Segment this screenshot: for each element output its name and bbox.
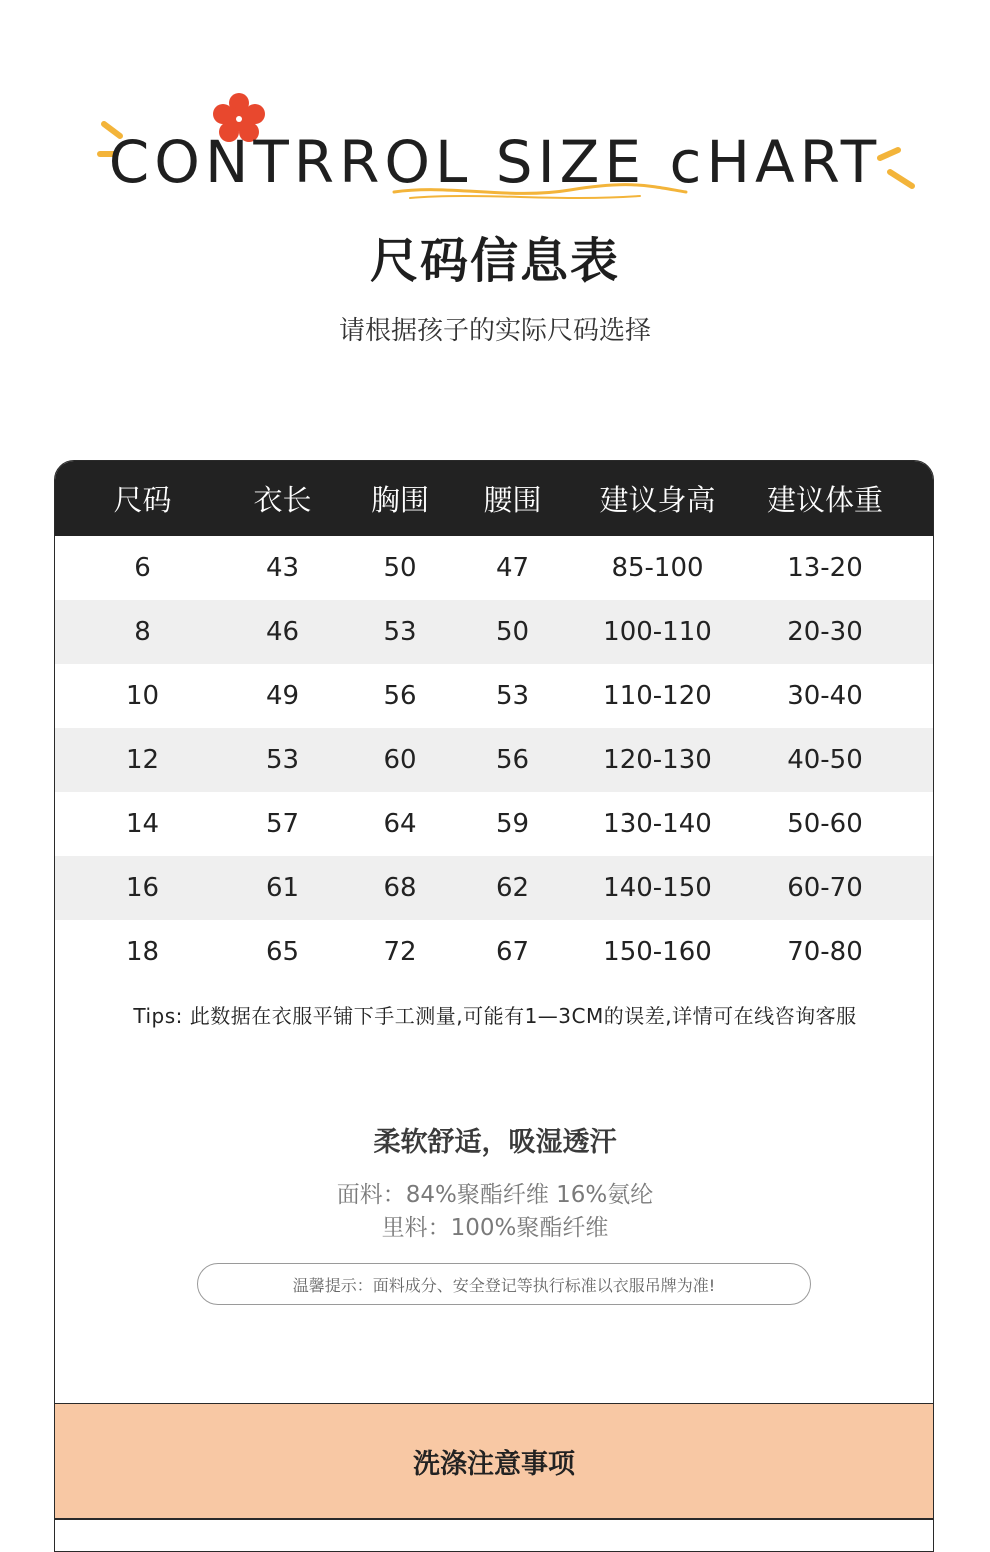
table-cell: 61 <box>265 873 300 903</box>
table-cell: 16 <box>125 873 160 903</box>
table-cell: 60 <box>383 745 417 775</box>
table-cell: 72 <box>383 937 417 967</box>
table-cell: 53 <box>383 617 417 647</box>
table-cell: 62 <box>495 873 530 903</box>
table-cell: 150-160 <box>603 937 712 967</box>
table-cell: 56 <box>383 681 417 711</box>
table-cell: 46 <box>265 617 300 647</box>
lining-composition: 里料：100%聚酯纤维 <box>381 1215 609 1241</box>
wash-instructions-title: 洗涤注意事项 <box>413 1449 575 1480</box>
notice-pill <box>197 1263 811 1305</box>
column-header-length: 衣长 <box>253 483 312 517</box>
table-cell: 49 <box>265 681 300 711</box>
table-cell: 14 <box>125 809 160 839</box>
measurement-tips: Tips: 此数据在衣服平铺下手工测量,可能有1—3CM的误差,详情可在线咨询客服 <box>133 1004 857 1028</box>
table-cell: 20-30 <box>787 617 863 647</box>
column-header-weight: 建议体重 <box>766 483 883 517</box>
table-cell: 56 <box>495 745 530 775</box>
table-cell: 68 <box>383 873 417 903</box>
wash-instructions-banner <box>55 1403 933 1519</box>
table-cell: 6 <box>134 553 151 583</box>
table-cell: 50 <box>383 553 417 583</box>
table-cell: 18 <box>125 937 160 967</box>
table-cell: 53 <box>495 681 530 711</box>
column-header-size: 尺码 <box>113 483 172 517</box>
table-cell: 12 <box>125 745 160 775</box>
table-cell: 8 <box>134 617 151 647</box>
table-cell: 67 <box>495 937 530 967</box>
table-cell: 70-80 <box>787 937 863 967</box>
table-cell: 64 <box>383 809 417 839</box>
table-cell: 13-20 <box>787 553 863 583</box>
table-cell: 110-120 <box>603 681 712 711</box>
column-header-waist: 腰围 <box>483 483 542 517</box>
table-cell: 10 <box>125 681 160 711</box>
table-cell: 59 <box>495 809 530 839</box>
page-subtitle: 请根据孩子的实际尺码选择 <box>338 316 651 346</box>
headline-underline <box>390 180 690 204</box>
table-cell: 50 <box>495 617 530 647</box>
table-header <box>55 461 933 536</box>
table-cell: 57 <box>265 809 300 839</box>
column-header-chest: 胸围 <box>370 483 429 517</box>
table-cell: 100-110 <box>603 617 712 647</box>
hero-header <box>0 0 990 420</box>
notice-text: 温馨提示：面料成分、安全登记等执行标准以衣服吊牌为准! <box>292 1275 716 1295</box>
table-row <box>55 600 933 664</box>
table-cell: 50-60 <box>787 809 863 839</box>
table-cell: 140-150 <box>603 873 712 903</box>
table-row <box>55 920 933 984</box>
table-row <box>55 664 933 728</box>
page-title: 尺码信息表 <box>369 233 620 289</box>
table-row <box>55 856 933 920</box>
table-cell: 85-100 <box>611 553 704 583</box>
divider <box>55 1518 933 1520</box>
headline-en: CONTRROL SIZE cHART <box>108 128 882 196</box>
table-cell: 120-130 <box>603 745 712 775</box>
table-cell: 30-40 <box>787 681 863 711</box>
table-cell: 40-50 <box>787 745 863 775</box>
fabric-composition: 面料：84%聚酯纤维 16%氨纶 <box>336 1182 654 1208</box>
table-cell: 53 <box>265 745 300 775</box>
table-cell: 47 <box>495 553 530 583</box>
table-cell: 130-140 <box>603 809 712 839</box>
table-cell: 60-70 <box>787 873 863 903</box>
table-row <box>55 536 933 600</box>
table-cell: 65 <box>265 937 300 967</box>
table-row <box>55 728 933 792</box>
column-header-height: 建议身高 <box>599 483 716 517</box>
table-cell: 43 <box>265 553 300 583</box>
table-row <box>55 792 933 856</box>
feature-title: 柔软舒适，吸湿透汗 <box>373 1127 617 1158</box>
